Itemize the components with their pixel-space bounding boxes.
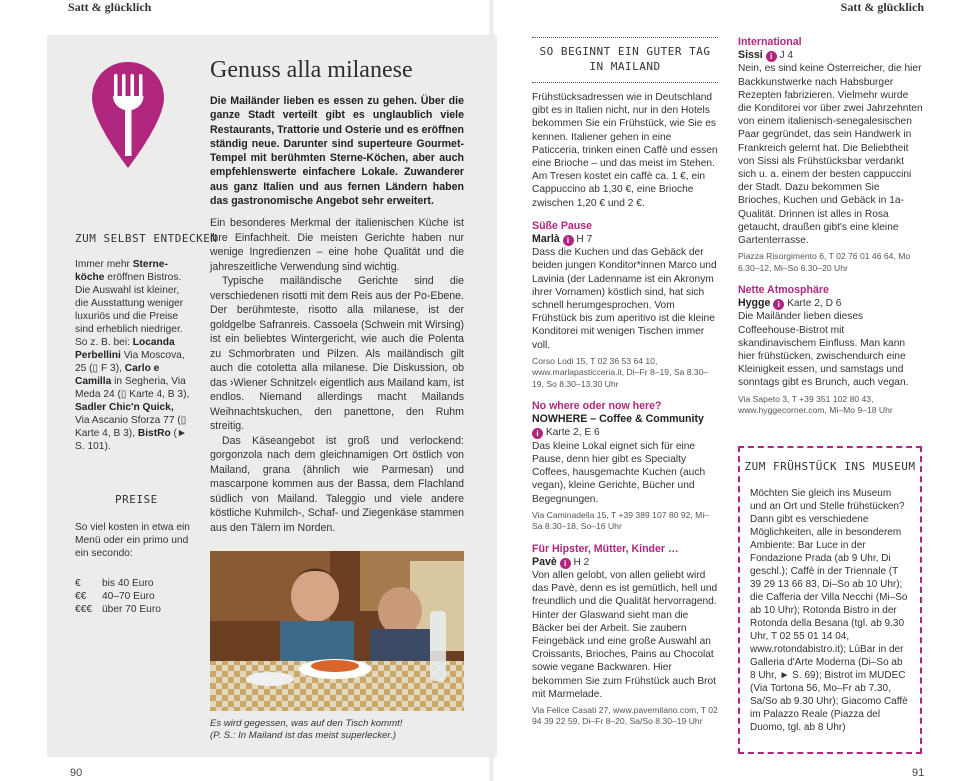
photo-caption: Es wird gegessen, was auf den Tisch kommt! (P. S.: In Mailand ist das meist superlecker.): [210, 718, 403, 741]
price-table: [75, 577, 171, 616]
page-number-left: 90: [70, 767, 83, 779]
price-row: €€€ über 70 Euro: [75, 604, 161, 615]
museum-box-title: ZUM FRÜHSTÜCK INS MUSEUM: [744, 460, 916, 473]
breakfast-box-title: SO BEGINNT EIN GUTER TAG IN MAILAND: [539, 45, 711, 73]
listing-sissi: International Sissi i J 4 Nein, es sind keine Österreicher, die hier Backkunstwerke nach Habsburger Rezepten fabrizieren. Vielmehr wurde die Konditorei vor über zwei Jahrzehnten von einem italienisch-senegalesischen Paar gegründet, das sein Handwerk in Frankreich gelernt hat. Die Beliebtheit von Sissi als Frühstücksbar verdankt sich u. a. einem der besten cappuccini der Stadt. Dazu bekommen Sie Brioches, Kuchen und Gebäck in 1a-Qualität. Drinnen ist alles in Rosa getaucht, draußen gibt's eine kleine Gartenterrasse. Piazza Risorgimento 6, T 02 76 01 46 64, Mo 6.30–12, Mi–So 6.30–20 Uhr: [738, 36, 923, 273]
box-rule-top: [532, 37, 718, 38]
article-paragraph: Typische mailändische Gerichte sind die verschiedenen risotti mit dem Reis aus der Po-Ebene. Der berühmteste, risotto alla milanese, ist der goldgelbe Safranreis. Cassoela (Schwein mit Wirsing) ist ein beliebtes Wintergericht, wie auch die Polenta zu Schmorbraten und Pilzen. Als mailändisch gilt auch die cotoletta alla milanese. Die Diskussion, ob das ›Wiener Schnitzel‹ eigentlich aus Mailand kam, ist endlos. Niemand allerdings macht Mailands Weihnachtskuchen, den panettone, den Ruhm streitig.: [210, 275, 464, 432]
map-pin-icon: i: [563, 235, 574, 246]
map-pin-icon: i: [560, 558, 571, 569]
listing-nowhere: No where oder now here? NOWHERE – Coffee & Community i Karte 2, E 6 Das kleine Lokal eignet sich für eine Pause, denn hier gibt es Specialty Coffees, hausgemachte Kuchen (auch vegan), kleine Gerichte, Bücher und Begegnungen. Via Caminadella 15, T +39 389 107 80 92, Mi–Sa 8.30–18, So–16 Uhr: [532, 400, 710, 532]
page-number-right: 91: [912, 767, 925, 779]
listing-hygge: Nette Atmosphäre Hygge i Karte 2, D 6 Die Mailänder lieben dieses Coffeehouse-Bistrot mit skandinavischem Einfluss. Man kann hier frühstücken, zwischendurch eine Kleinigkeit essen, und samstags und sonntags gibt es Brunch, auch vegan. Via Sapeto 3, T +39 351 102 80 43, www.hyggecorner.com, Mi–Mo 9–18 Uhr: [738, 284, 909, 416]
price-row: € bis 40 Euro: [75, 578, 154, 589]
article-paragraph: Ein besonderes Merkmal der italienischen Küche ist ihre Einfachheit. Die meisten Gerichte haben nur wenige Ingredienzen – eine hohe Qualität und die jahreszeitliche Verwendung sind wichtig.: [210, 217, 464, 273]
listing-marla: Süße Pause Marlà i H 7 Dass die Kuchen und das Gebäck der beiden jungen Konditor*innen Marco und Lavinia (der Ladenname ist ein Akronym ihrer Vornamen) köstlich sind, hat sich schnell herumgesprochen. Vom Frühstück bis zum aperitivo ist die kleine Konditorei mit wenigen Tischen immer voll. Corso Lodi 15, T 02 36 53 64 10, www.marlapasticceria.it, Di–Fr 8–19, Sa 8.30–19, So 8.30–13.30 Uhr: [532, 219, 717, 389]
photo-boy-eating-spaghetti: [210, 551, 464, 711]
article-body: [210, 216, 464, 535]
map-pin-icon: i: [773, 299, 784, 310]
sidebar-prices-text: So viel kosten in etwa ein Menü oder ein primo und ein secondo:: [75, 522, 190, 559]
listing-pave: Für Hipster, Mütter, Kinder … Pavè i H 2 Von allen gelobt, von allen geliebt wird das Pavè, denn es ist gemütlich, hell und freundlich und die Qualität hervorragend. Hinter der Glaswand sieht man die Bäcker bei der Arbeit. Sie zaubern Feingebäck und eine große Auswahl an Croissants, Brioches, Pains au Chocolat sowie vegane Backwaren. Hier bekommen Sie zum Frühstück auch Brot mit Marmelade. Via Felice Casati 27, www.pavemilano.com, T 02 94 39 22 59, Di–Fr 8–20, Sa/So 8.30–19 Uhr: [532, 542, 718, 727]
intro-text: Frühstücksadressen wie in Deutschland gibt es in Italien nicht, nur in den Hotels bekommen Sie ein Frühstück, wie Sie es kennen. Italiener gehen in eine Paticceria, trinken einen Caffè und essen eine Brioche – und das meist im Stehen. Am Tresen kostet ein caffè ca. 1 €, ein Cappuccino ab 1,30 €, eine Brioche zwischen 1,20 € und 2 €.: [532, 92, 718, 209]
article-title: Genuss alla milanese: [210, 57, 413, 83]
price-row: €€ 40–70 Euro: [75, 591, 155, 602]
museum-breakfast-box: [738, 446, 922, 754]
map-pin-icon: i: [532, 428, 543, 439]
article-lead: Die Mailänder lieben es essen zu gehen. Über die ganze Stadt verteilt gibt es unglaublich viele Restaurants, Trattorie und Osterie und es eröffnen ständig neue. Darunter sind superteure Gourmet-Tempel mit berühmten Sterne-Köchen, aber auch empfehlenswerte einfachere Lokale. Zuwanderer aus ganz Italien und aus fernen Ländern haben das gastronomische Angebot sehr erweitert.: [210, 95, 464, 208]
article-paragraph: Das Käseangebot ist groß und verlockend: gorgonzola nach dem gleichnamigen Ort östlich von Mailand, grana (ähnlich wie Parmesan) und mascarpone kommen aus der Bassa, dem Flachland südlich von Mailand. Taleggio und viele andere köstliche Kuhmilch-, Schaf- und Ziegenkäse stammen aus den Tälern im Norden.: [210, 434, 464, 534]
breakfast-column-2: [738, 36, 924, 417]
sidebar-heading-prices: PREISE: [115, 493, 158, 506]
map-pin-icon: i: [766, 51, 777, 62]
sidebar-heading-discover: ZUM SELBST ENTDECKEN: [75, 232, 218, 245]
museum-box-text: Möchten Sie gleich ins Museum und an Ort und Stelle frühstücken? Dann gibt es verschiedene Möglichkeiten, alle in besonderem Ambiente: Bar Luce in der Fondazione Prada (ab 9 Uhr, Di geschl.); Caffè in der Triennale (T 39 29 13 66 83, Di–So ab 10 Uhr); die Cafferia der Villa Necchi (Mi–So ab 10 Uhr); Rotonda Bistro in der Rotonda della Besana (tgl. ab 9.30 Uhr, T 02 55 01 14 04, www.rotondabistro.it); LùBar in der Galleria d'Arte Moderna (Di–So ab 8 Uhr, ► S. 69); Bistrot im MUDEC (Via Tortona 56, Mo–Fr ab 7.30, Sa/So ab 9.30 Uhr); Giacomo Caffè im Palazzo Reale (Piazza del Duomo, tgl. ab 8 Uhr): [750, 488, 908, 733]
running-header-right: Satt & glücklich: [840, 0, 924, 14]
sidebar-discover-text: Immer mehr Sterneköche eröffnen Bistros. Die Auswahl ist kleiner, die Ausstattung weniger luxuriös und die Preise sind erheblich niedriger. So z. B. bei: Locanda Perbellini Via Moscova, 25 (▯ F 3), Carlo e Camilla in Segheria, Via Meda 24 (▯ Karte 4, B 3), Sadler Chic'n Quick, Via Ascanio Sforza 77 (▯ Karte 4, B 3), BistRo (► S. 101).: [75, 259, 190, 452]
box-rule-bottom: [532, 82, 718, 83]
running-header-left: Satt & glücklich: [68, 0, 152, 14]
fork-pin-icon: [88, 60, 168, 170]
breakfast-column-1: [532, 91, 718, 728]
